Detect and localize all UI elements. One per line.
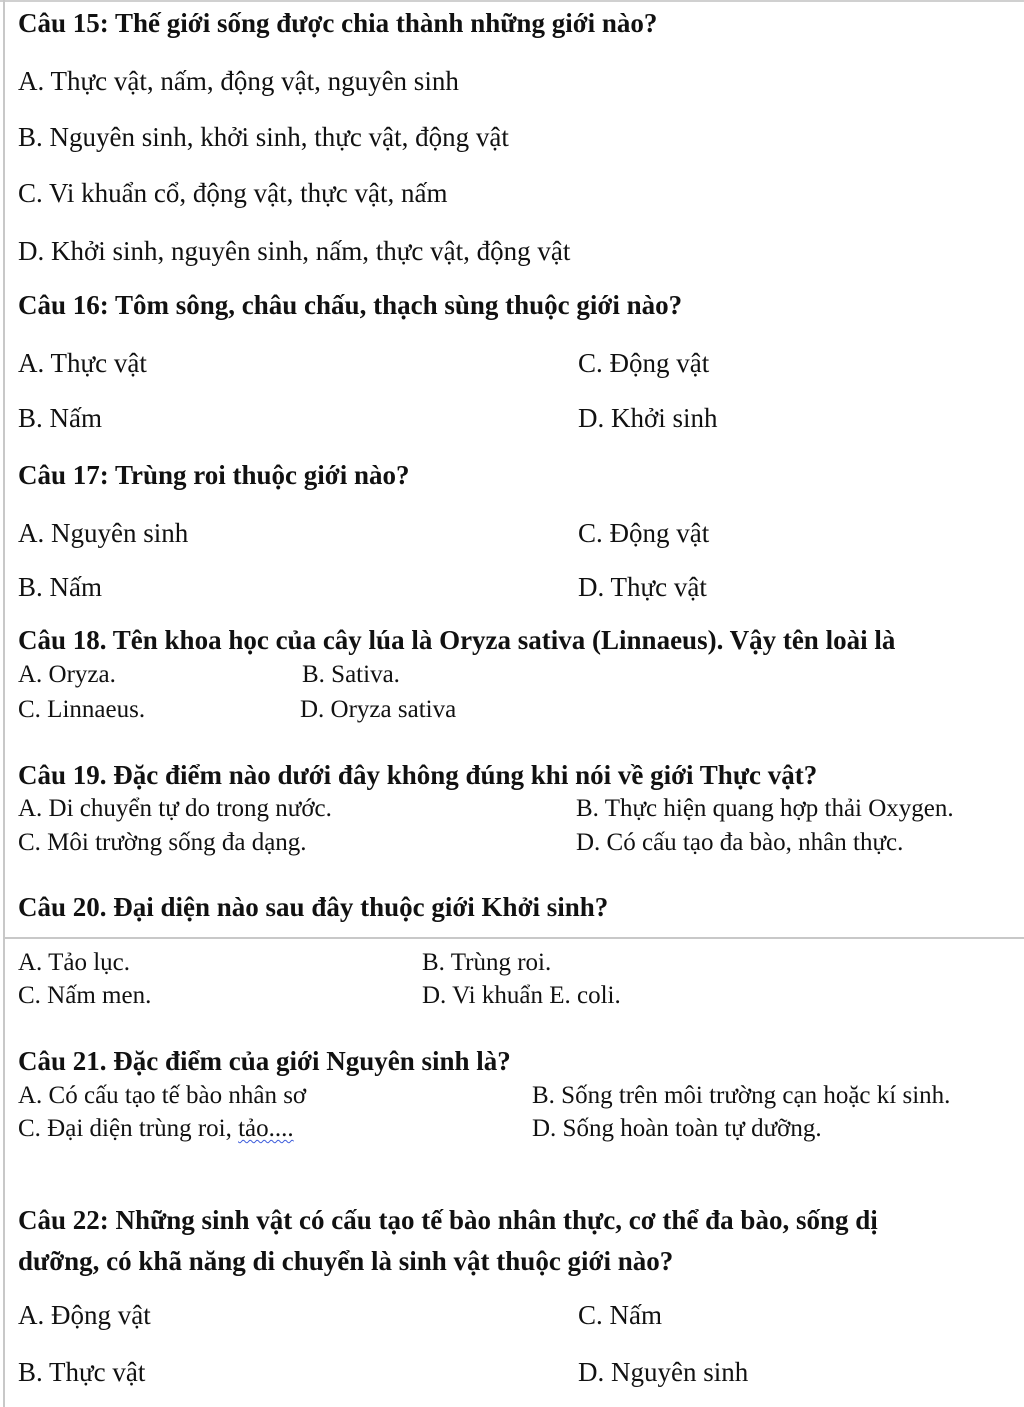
question-21-option-b: B. Sống trên môi trường cạn hoặc kí sinh. (532, 1082, 951, 1109)
question-17-option-a: A. Nguyên sinh (18, 518, 189, 548)
question-18-option-a: A. Oryza. (18, 661, 116, 688)
question-17-option-b: B. Nấm (18, 572, 102, 602)
question-16-title: Câu 16: Tôm sông, châu chấu, thạch sùng thuộc giới nào? (18, 290, 683, 320)
question-21-option-c (18, 1116, 294, 1141)
question-18-option-c: C. Linnaeus. (18, 696, 146, 723)
page-left-border (3, 0, 5, 1407)
question-22-option-c: C. Nấm (578, 1300, 662, 1330)
question-20-option-c: C. Nấm men. (18, 982, 152, 1009)
question-19-option-d: D. Có cấu tạo đa bào, nhân thực. (576, 829, 904, 856)
question-16-option-b: B. Nấm (18, 403, 102, 433)
question-22-title-line-2: dưỡng, có khã năng di chuyển là sinh vật thuộc giới nào? (18, 1246, 674, 1276)
spellcheck-squiggle-text: tảo.... (238, 1115, 294, 1142)
question-22-option-d: D. Nguyên sinh (578, 1357, 749, 1387)
question-21-option-d: D. Sống hoàn toàn tự dưỡng. (532, 1115, 822, 1142)
question-17-option-c: C. Động vật (578, 518, 710, 548)
question-20-option-d: D. Vi khuẩn E. coli. (422, 982, 621, 1009)
question-20-option-a: A. Tảo lục. (18, 949, 131, 976)
question-16-option-a: A. Thực vật (18, 348, 147, 378)
question-16-option-d: D. Khởi sinh (578, 403, 718, 433)
question-20-option-b: B. Trùng roi. (422, 949, 552, 976)
question-15-option-a: A. Thực vật, nấm, động vật, nguyên sinh (18, 66, 459, 96)
question-18-title: Câu 18. Tên khoa học của cây lúa là Oryza sativa (Linnaeus). Vậy tên loài là (18, 625, 896, 655)
page-top-border (0, 0, 1024, 2)
question-21-option-a: A. Có cấu tạo tế bào nhân sơ (18, 1082, 307, 1109)
question-21-option-c-text: C. Đại diện trùng roi, (18, 1115, 239, 1142)
question-15-option-b: B. Nguyên sinh, khởi sinh, thực vật, động vật (18, 122, 509, 152)
question-22-option-a: A. Động vật (18, 1300, 151, 1330)
section-divider (5, 937, 1024, 939)
question-17-option-d: D. Thực vật (578, 572, 707, 602)
question-18-option-b: B. Sativa. (302, 661, 400, 688)
question-15-option-c: C. Vi khuẩn cổ, động vật, thực vật, nấm (18, 178, 448, 208)
question-22-title-line-1: Câu 22: Những sinh vật có cấu tạo tế bào nhân thực, cơ thể đa bào, sống dị (18, 1205, 878, 1235)
question-21-title: Câu 21. Đặc điểm của giới Nguyên sinh là? (18, 1046, 511, 1076)
question-20-title: Câu 20. Đại diện nào sau đây thuộc giới Khởi sinh? (18, 892, 609, 922)
question-19-option-c: C. Môi trường sống đa dạng. (18, 829, 307, 856)
question-19-option-b: B. Thực hiện quang hợp thải Oxygen. (576, 795, 954, 822)
question-16-option-c: C. Động vật (578, 348, 710, 378)
question-22-option-b: B. Thực vật (18, 1357, 146, 1387)
question-15-title: Câu 15: Thế giới sống được chia thành những giới nào? (18, 8, 658, 38)
question-17-title: Câu 17: Trùng roi thuộc giới nào? (18, 460, 410, 490)
question-18-option-d: D. Oryza sativa (300, 696, 457, 723)
question-15-option-d: D. Khởi sinh, nguyên sinh, nấm, thực vật, động vật (18, 236, 571, 266)
question-19-option-a: A. Di chuyển tự do trong nước. (18, 795, 332, 822)
question-19-title: Câu 19. Đặc điểm nào dưới đây không đúng khi nói về giới Thực vật? (18, 760, 818, 790)
